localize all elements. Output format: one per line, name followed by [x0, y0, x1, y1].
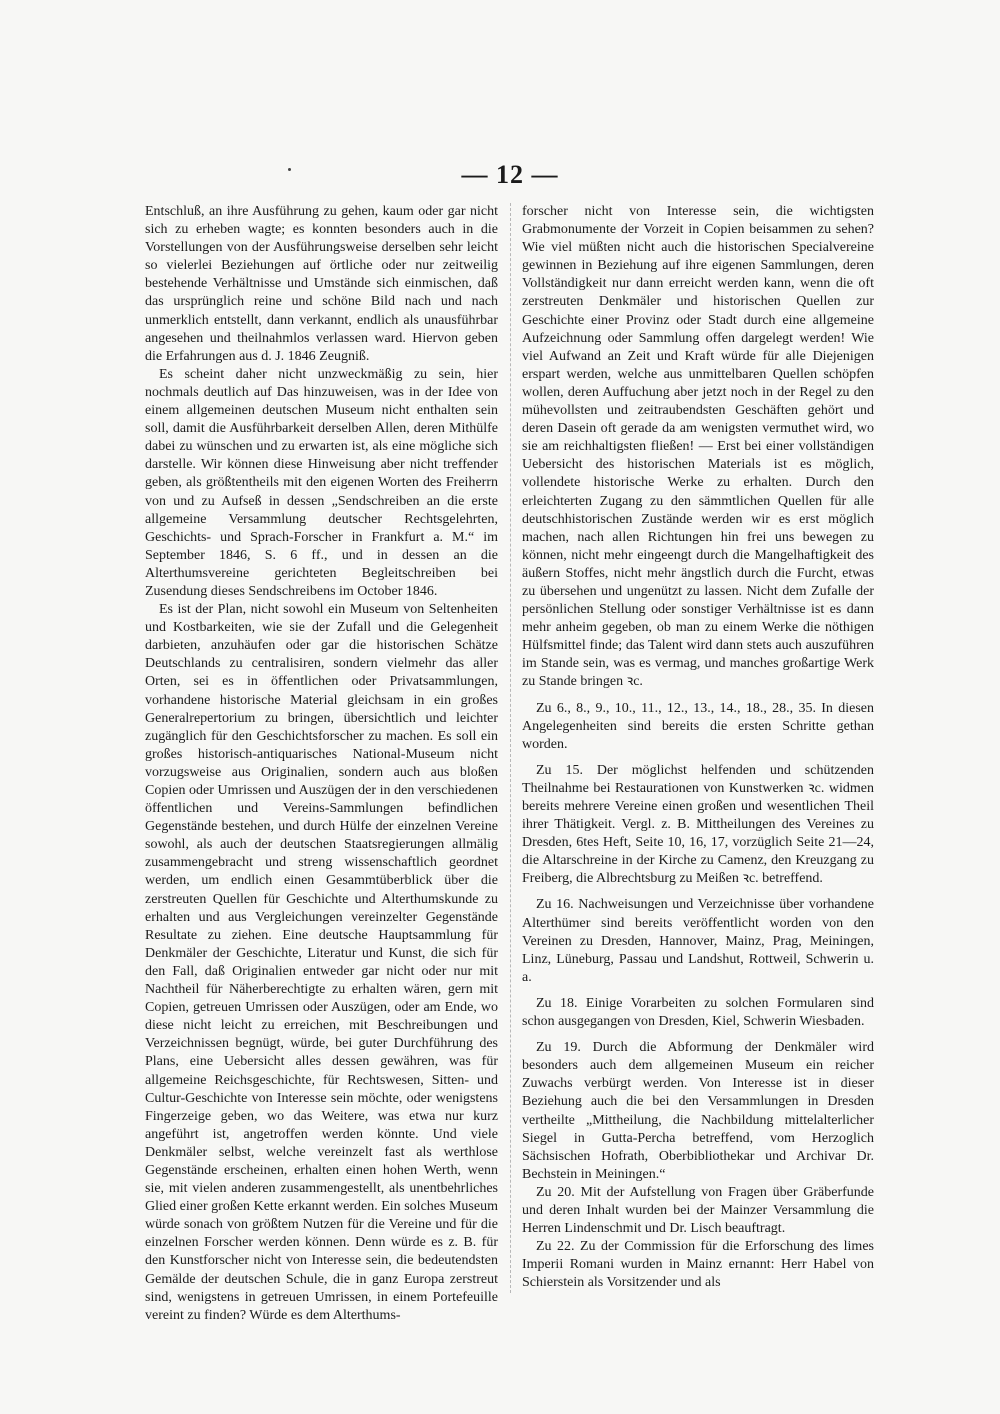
page-number: — 12 — [461, 160, 559, 189]
paragraph: Entschluß, an ihre Ausführung zu gehen, kaum oder gar nicht sich zu erheben wagte; es konnten besonders auch in die Vorstellungen von der Ausführungsweise derselben sehr leicht so vielerlei Beziehungen auf örtliche oder nur zeitweilig bestehende Verhältnisse und Umstände sich einmischen, daß das ursprünglich reine und schöne Bild nach und nach unmerklich entstellt, dann verkannt, endlich als unausführbar angesehen und theilnahmlos verlassen ward. Hiervon geben die Erfahrungen aus d. J. 1846 Zeugniß. [145, 204, 498, 364]
column-divider [510, 203, 511, 1293]
paragraph: Zu 18. Einige Vorarbeiten zu solchen Formularen sind schon ausgegangen von Dresden, Kiel, Schwerin Wiesbaden. [522, 995, 874, 1030]
left-column [145, 203, 498, 1323]
paragraph: Zu 15. Der möglichst helfenden und schützenden Theilnahme bei Restaurationen von Kunstwerken ꝛc. widmen bereits mehrere Vereine einen großen und wesentlichen Theil ihrer Thätigkeit. Vergl. z. B. Mittheilungen des Vereines zu Dresden, 6tes Heft, Seite 10, 16, 17, vorzüglich Seite 21—24, die Altarschreine in der Kirche zu Camenz, den Kreuzgang zu Freiberg, die Albrechtsburg zu Meißen ꝛc. betreffend. [522, 762, 874, 887]
paragraph: Zu 19. Durch die Abformung der Denkmäler wird besonders auch dem allgemeinen Museum ein reicher Zuwachs verbürgt werden. Von Interesse ist in dieser Beziehung auch die bei den Versammlungen in Dresden vertheilte „Mittheilung, die Nachbildung mittelalterlicher Siegel in Gutta-Percha betreffend, vom Herzoglich Sächsischen Hofrath, Oberbibliothekar und Archivar Dr. Bechstein in Meiningen.“ [522, 1040, 874, 1182]
paragraph: Es ist der Plan, nicht sowohl ein Museum von Seltenheiten und Kostbarkeiten, wie sie der Zufall und die Gelegenheit darbieten, anzuhäufen oder gar die historischen Schätze Deutschlands zu centralisiren, sondern vielmehr das aller Orten, sei es in öffentlichen oder Privatsammlungen, vorhandene historische Material gleichsam in ein großes Generalrepertorium zu bringen, übersichtlich und leichter zugänglich für den Geschichtsforscher zu machen. Es soll ein großes historisch-antiquarisches National-Museum nicht vorzugsweise aus Originalien, sondern auch aus bloßen Copien oder Umrissen und Auszügen der in den verschiedenen öffentlichen und Vereins-Sammlungen befindlichen Gegenstände bestehen, und durch Hülfe der einzelnen Vereine sowohl, als auch der deutschen Staatsregierungen allmälig zusammengebracht und streng wissenschaftlich geordnet werden, um endlich einen Gesammtüberblick über die zerstreuten Quellen für Geschichte und Alterthumskunde zu erhalten und aus Vergleichungen vereinzelter Gegenstände Resultate zu ziehen. Eine deutsche Hauptsammlung für Denkmäler der Geschichte, Literatur und Kunst, die sich für den Fall, daß Originalien entweder gar nicht oder nur mit Nachtheil für Näherberechtigte zu erhalten wären, gern mit Copien, getreuen Umrissen oder Auszügen, oder am Ende, wo diese nicht leicht zu erreichen, mit Beschreibungen und Verzeichnissen begnügt, würde, bei guter Durchführung des Plans, eine Uebersicht alles dessen gewähren, was für allgemeine Reichsgeschichte, für Rechtswesen, Sitten- und Cultur-Geschichte von Interesse sein möchte, oder wenigstens Fingerzeige geben, wo das Weitere, was etwa nur kurz angeführt ist, angetroffen werden könnte. Und viele Denkmäler selbst, welche vereinzelt fast als werthlose Gegenstände erscheinen, erhalten einen hohen Werth, wenn sie, mit vielen anderen zusammengestellt, als unentbehrliches Glied einer großen Kette erkannt werden. Ein solches Museum würde sonach von größtem Nutzen für die Vereine und für die einzelnen Forscher werden können. Denn würde es z. B. für den Kunstforscher nicht von Interesse sein, die bedeutendsten Gemälde der deutschen Schule, die in ganz Europa zerstreut sind, wenigstens in getreuen Umrissen, in einem Portefeuille vereint zu finden? Würde es dem Alterthums- [145, 602, 498, 1323]
right-column [522, 203, 874, 1298]
paragraph: Es scheint daher nicht unzweckmäßig zu sein, hier nochmals deutlich auf Das hinzuweisen, was in der Idee von einem allgemeinen deutschen Museum nicht enthalten sein soll, damit die Ausführbarkeit derselben Allen, deren Mithülfe dabei zu wünschen und zu erwarten ist, als eine mögliche sich darstelle. Wir können diese Hinweisung aber nicht treffender geben, als größtentheils mit den eigenen Worten des Freiherrn von und zu Aufseß in dessen „Sendschreiben an die erste allgemeine Versammlung deutscher Rechtsgelehrten, Geschichts- und Sprach-Forscher in Frankfurt a. M.“ im September 1846, S. 6 ff., und in dessen an die Alterthumsvereine gerichteten Begleitschreiben bei Zusendung dieses Sendschreibens im October 1846. [145, 366, 498, 599]
paragraph: forscher nicht von Interesse sein, die wichtigsten Grabmonumente der Vorzeit in Copien beisammen zu sehen? Wie viel müßten nicht auch die historischen Specialvereine gewinnen in Beziehung auf ihre eigenen Sammlungen, deren Vollständigkeit nur dann erreicht werden kann, wenn die oft zerstreuten Denkmäler und historischen Quellen zur Geschichte einer Provinz oder Stadt durch eine allgemeine Aufzeichnung oder Sammlung offen dargelegt werden! Wie viel Aufwand an Zeit und Kraft würde für alle Diejenigen erspart werden, welche aus unmittelbaren Quellen schöpfen wollen, deren Auffuchung aber jetzt noch in der Regel zu den mühevollsten und zeitraubendsten Geschäften gehört und deren Dasein oft gerade da am wenigsten vermuthet wird, wo sie am reichhaltigsten fließen! — Erst bei einer vollständigen Uebersicht des historischen Materials ist es möglich, vollendete historische Werke zu erhalten. Durch den erleichterten Zugang zu den sämmtlichen Quellen für alle deutschhistorischen Zustände werden wir es erst möglich machen, nach allen Richtungen hin frei uns bewegen zu können, nicht mehr eingeengt durch die Mangelhaftigkeit des äußern Stoffes, nicht mehr ängstlich durch die Furcht, etwas zu übersehen und ungenützt zu lassen. Nicht dem Zufalle der persönlichen Stellung oder sonstiger Verhältnisse ist es dann mehr anheim gegeben, ob man zu einem Werke die nöthigen Hülfsmittel finde; das Talent wird dann stets auch auszuführen im Stande sein, was es vermag, und manches großartige Werk zu Stande bringen ꝛc. [522, 204, 874, 690]
paragraph: Zu 20. Mit der Aufstellung von Fragen über Gräberfunde und deren Inhalt wurden bei der Mainzer Versammlung die Herren Lindenschmit und Dr. Lisch beauftragt. [522, 1184, 874, 1237]
paragraph: Zu 6., 8., 9., 10., 11., 12., 13., 14., 18., 28., 35. In diesen Angelegenheiten sind bereits die ersten Schritte gethan worden. [522, 700, 874, 752]
paragraph: Zu 22. Zu der Commission für die Erforschung des limes Imperii Romani wurden in Mainz ernannt: Herr Habel von Schierstein als Vorsitzender und als [522, 1239, 874, 1291]
paragraph: Zu 16. Nachweisungen und Verzeichnisse über vorhandene Alterthümer sind bereits veröffentlicht worden von den Vereinen zu Dresden, Hannover, Mainz, Prag, Meiningen, Linz, Lüneburg, Passau und Landshut, Rottweil, Schwerin u. a. [522, 897, 874, 985]
